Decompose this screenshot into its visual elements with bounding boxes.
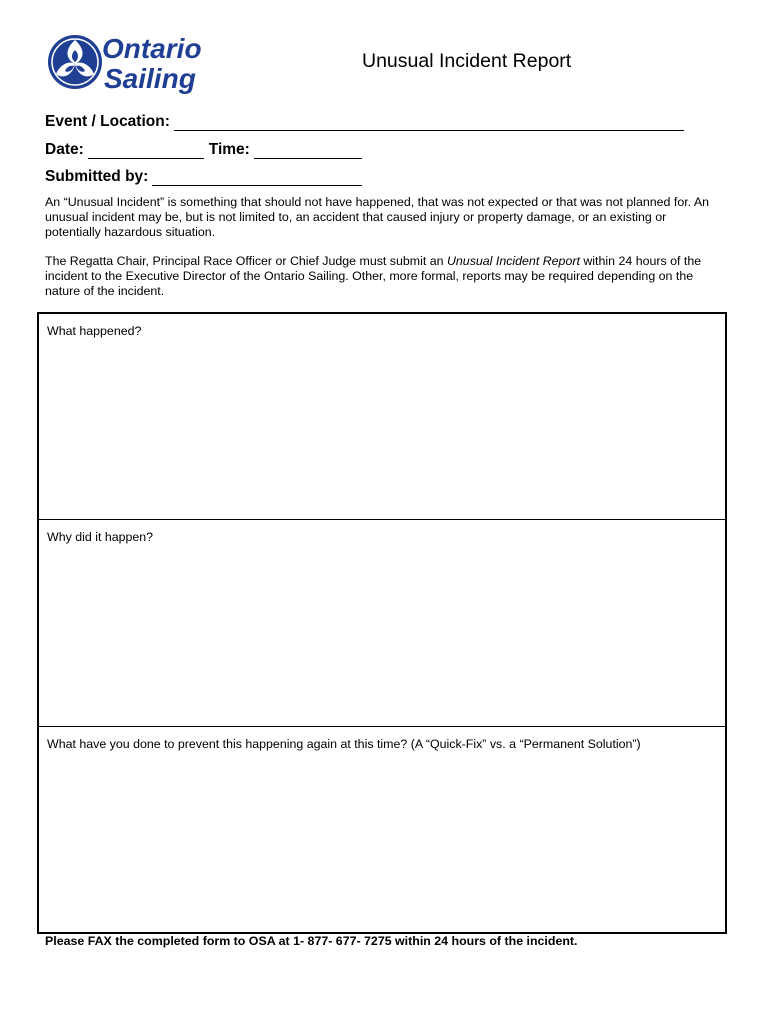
definition-paragraph: An “Unusual Incident” is something that should not have happened, that was not expected or that was not planned for. An unusual incident may be, but is not limited to, an accident that caused injury or property damage, or an existing or potentially hazardous situation. [45,195,710,239]
what-happened-label: What happened? [47,324,142,338]
trillium-logo-icon [44,26,214,98]
logo-line1: Ontario [102,33,202,64]
prevention-label: What have you done to prevent this happening again at this time? (A “Quick-Fix” vs. a “Permanent Solution”) [47,737,641,751]
date-time-field [45,141,362,159]
event-location-field [45,113,684,131]
date-label: Date: [45,141,84,158]
time-label: Time: [208,141,250,158]
submitted-by-field [45,168,362,186]
submitted-by-label: Submitted by: [45,168,149,185]
what-happened-section[interactable] [37,312,727,520]
why-section[interactable] [37,519,727,726]
date-blank[interactable] [88,143,204,159]
logo-line2: Sailing [104,63,196,94]
prevention-section[interactable] [37,726,727,934]
submission-text-before: The Regatta Chair, Principal Race Officer or Chief Judge must submit an [45,254,447,268]
fax-instruction: Please FAX the completed form to OSA at 1- 877- 677- 7275 within 24 hours of the incident. [45,934,578,948]
event-location-label: Event / Location: [45,113,170,130]
event-location-blank[interactable] [174,115,684,131]
submission-paragraph [45,254,725,299]
submitted-by-blank[interactable] [152,170,362,186]
submission-text-after: within 24 hours of the incident to the Executive Director of the Ontario Sailing. Other, more formal, reports may be required depending on the nature of the incident. [45,254,702,298]
submission-text-italic: Unusual Incident Report [446,254,580,268]
ontario-sailing-logo [44,26,214,98]
time-blank[interactable] [254,143,362,159]
page-title: Unusual Incident Report [362,50,572,72]
why-label: Why did it happen? [47,530,154,544]
